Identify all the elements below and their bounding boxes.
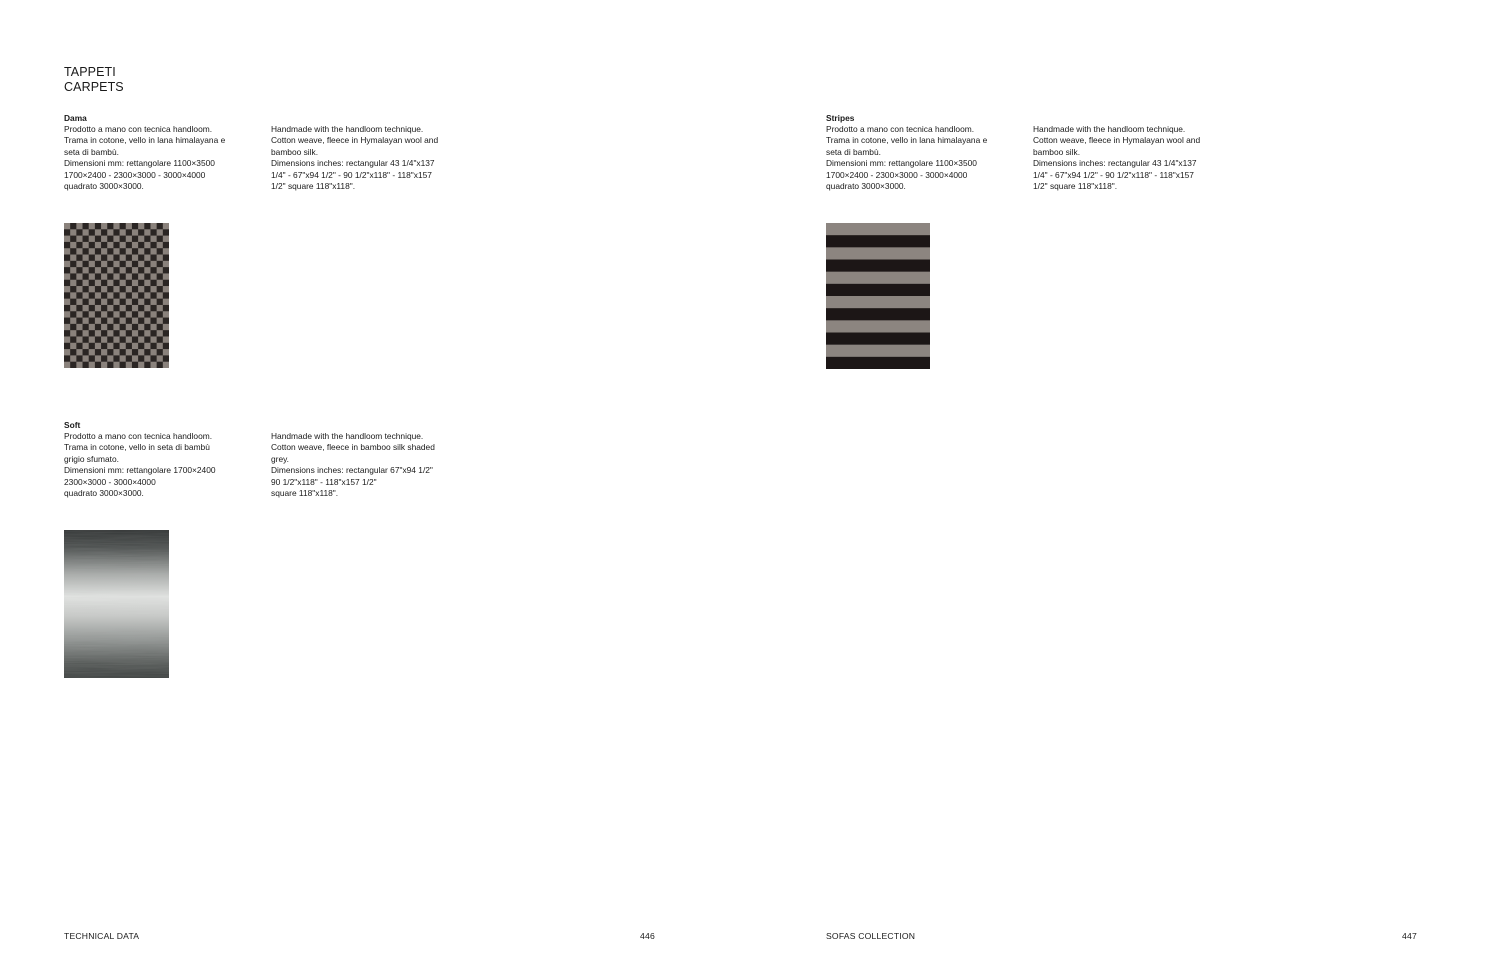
product-desc-english-soft: Handmade with the handloom technique. Cotton weave, fleece in bamboo silk shaded grey. Dimensions inches: rectangular 67"x94 1/2" 90 1/2"x118" - 118"x157 1/2" square 118"x118". xyxy=(271,431,435,499)
footer-right-label: SOFAS COLLECTION xyxy=(826,931,916,941)
product-name-dama: Dama xyxy=(64,113,87,123)
footer-left-page-number: 446 xyxy=(640,931,655,941)
stripes-carpet-image xyxy=(826,223,930,369)
footer-left-label: TECHNICAL DATA xyxy=(64,931,140,941)
product-name-stripes: Stripes xyxy=(826,113,855,123)
product-name-soft: Soft xyxy=(64,420,81,430)
product-desc-italian-soft: Prodotto a mano con tecnica handloom. Trama in cotone, vello in seta di bambù grigio sfumato. Dimensioni mm: rettangolare 1700×2400 2300×3000 - 3000×4000 quadrato 3000×3000. xyxy=(64,431,216,499)
section-title-italian: TAPPETI xyxy=(64,65,116,79)
product-desc-italian-dama: Prodotto a mano con tecnica handloom. Trama in cotone, vello in lana himalayana e seta di bambù. Dimensioni mm: rettangolare 1100×3500 1700×2400 - 2300×3000 - 3000×4000 quadrato 3000×3000. xyxy=(64,124,226,192)
footer-right-page-number: 447 xyxy=(1402,931,1417,941)
product-desc-english-stripes: Handmade with the handloom technique. Cotton weave, fleece in Hymalayan wool and bamboo silk. Dimensions inches: rectangular 43 1/4"x137 1/4" - 67"x94 1/2" - 90 1/2"x118" - 118"x157 1/2" square 118"x118". xyxy=(1033,124,1201,192)
product-desc-english-dama: Handmade with the handloom technique. Cotton weave, fleece in Hymalayan wool and bamboo silk. Dimensions inches: rectangular 43 1/4"x137 1/4" - 67"x94 1/2" - 90 1/2"x118" - 118"x157 1/2" square 118"x118". xyxy=(271,124,439,192)
product-desc-italian-stripes: Prodotto a mano con tecnica handloom. Trama in cotone, vello in lana himalayana e seta di bambù. Dimensioni mm: rettangolare 1100×3500 1700×2400 - 2300×3000 - 3000×4000 quadrato 3000×3000. xyxy=(826,124,988,192)
soft-carpet-image xyxy=(64,530,169,678)
dama-carpet-image xyxy=(64,223,169,368)
section-title-english: CARPETS xyxy=(64,79,124,94)
section-title xyxy=(64,65,124,94)
